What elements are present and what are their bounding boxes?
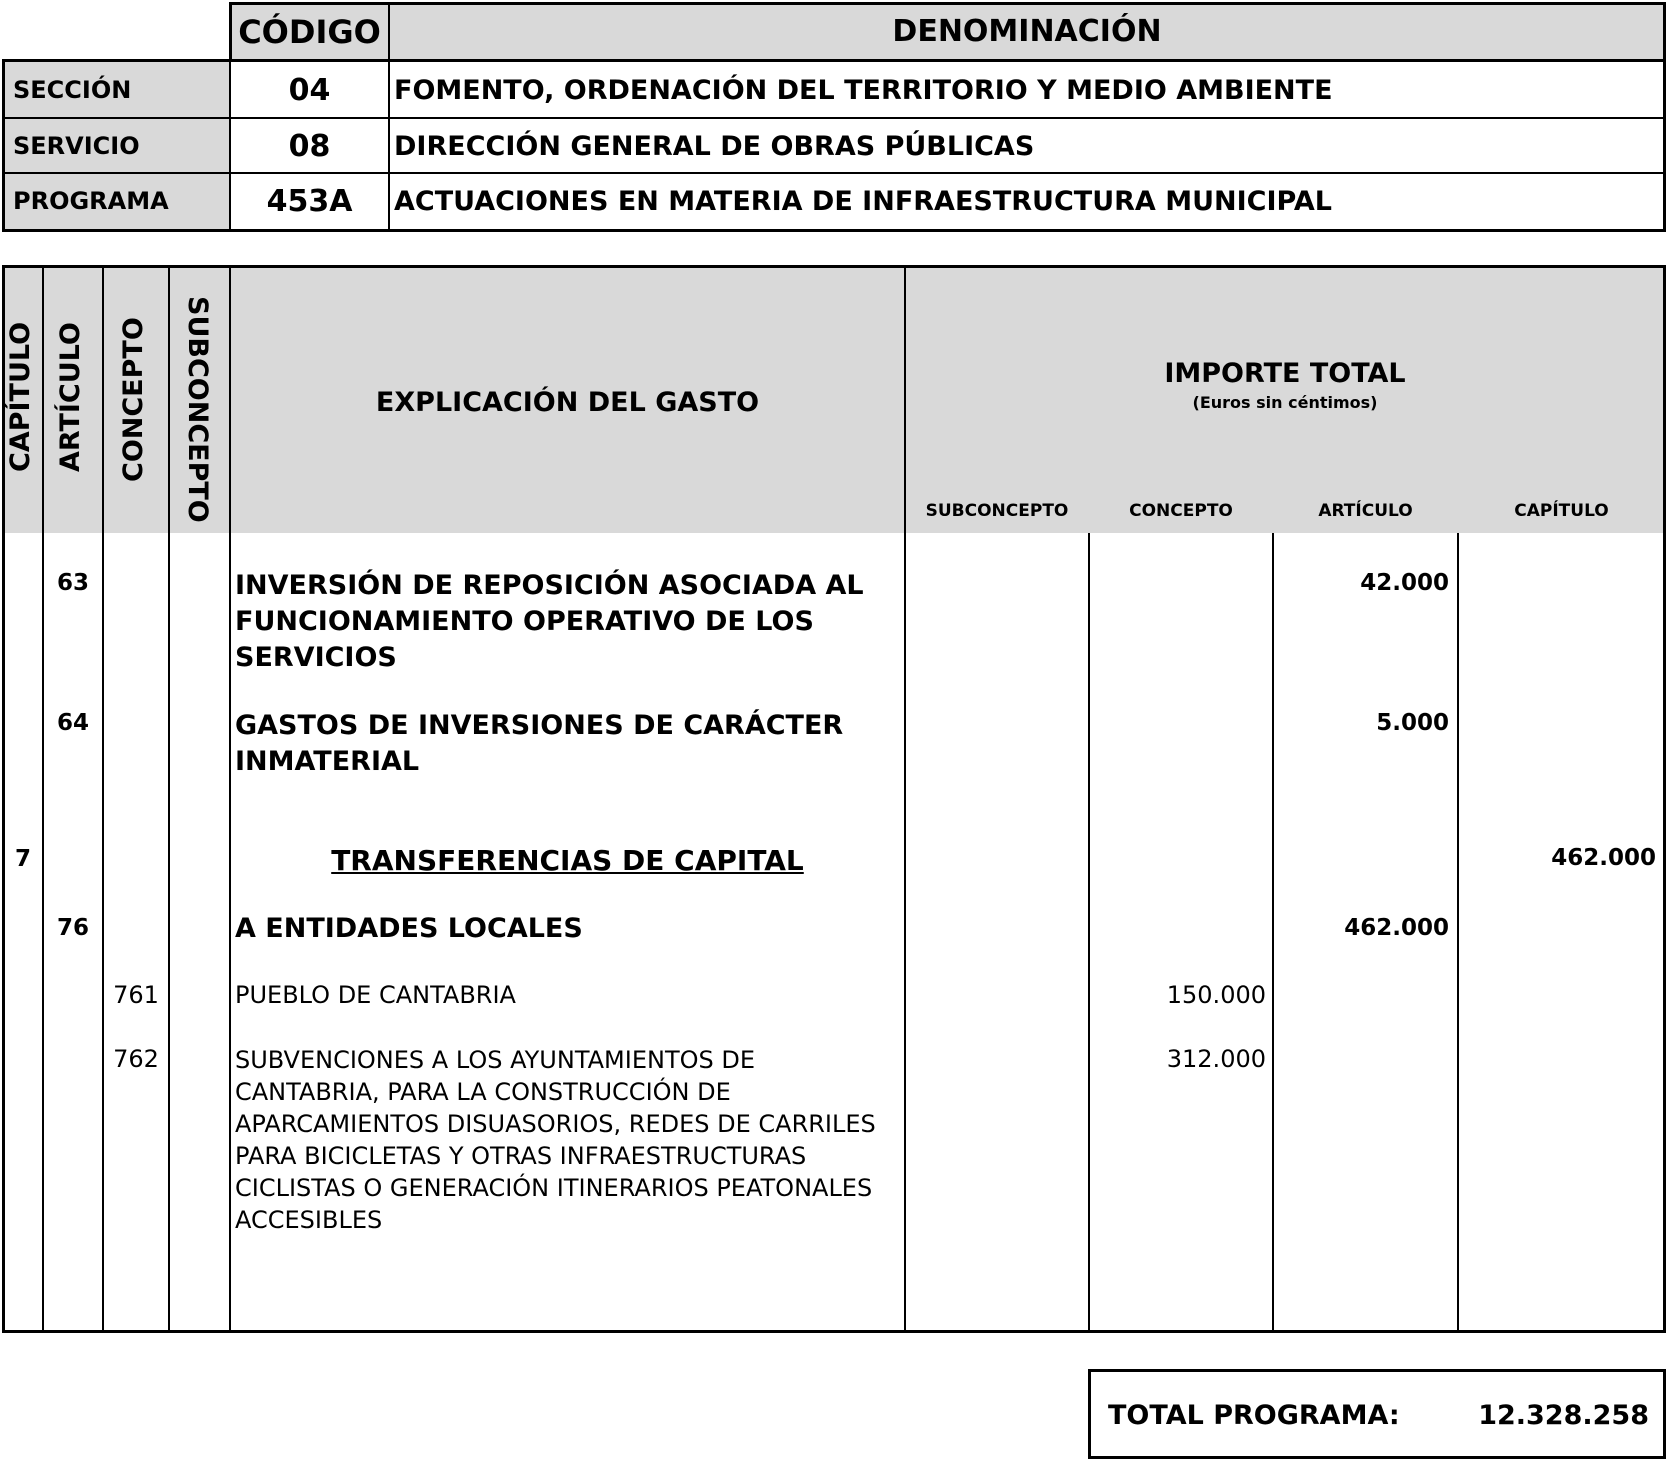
- row-articulo-code: 76: [56, 915, 89, 941]
- row-concepto-code: 761: [113, 981, 159, 1009]
- row-importe-articulo: 462.000: [1344, 915, 1449, 941]
- row-description: PUEBLO DE CANTABRIA: [235, 981, 516, 1009]
- servicio-label: SERVICIO: [13, 132, 140, 160]
- total-box: [1088, 1369, 1666, 1459]
- importe-subtitle: (Euros sin céntimos): [1192, 393, 1378, 412]
- servicio-code: 08: [288, 129, 331, 164]
- importe-title: IMPORTE TOTAL: [1164, 358, 1406, 389]
- programa-name: ACTUACIONES EN MATERIA DE INFRAESTRUCTURA MUNICIPAL: [394, 186, 1332, 217]
- divider-importe-articulo: [1457, 533, 1459, 1333]
- subheader-capitulo: CAPÍTULO: [1514, 501, 1609, 521]
- divider-importe-subconcepto: [1088, 533, 1090, 1333]
- header-row-divider-2: [2, 172, 1666, 174]
- subheader-concepto: CONCEPTO: [1129, 501, 1233, 521]
- row-importe-concepto: 312.000: [1166, 1045, 1266, 1073]
- row-description: TRANSFERENCIAS DE CAPITAL: [331, 844, 804, 877]
- seccion-code: 04: [288, 73, 331, 108]
- row-concepto-code: 762: [113, 1045, 159, 1073]
- servicio-name: DIRECCIÓN GENERAL DE OBRAS PÚBLICAS: [394, 131, 1035, 162]
- header-concepto: CONCEPTO: [118, 317, 149, 482]
- divider-articulo: [102, 265, 104, 1333]
- denominacion-heading: DENOMINACIÓN: [892, 14, 1162, 49]
- row-importe-concepto: 150.000: [1166, 981, 1266, 1009]
- row-capitulo-code: 7: [14, 846, 31, 872]
- row-importe-articulo: 5.000: [1376, 710, 1449, 736]
- programa-label: PROGRAMA: [13, 187, 169, 215]
- row-articulo-code: 63: [56, 570, 89, 596]
- divider-capitulo: [42, 265, 44, 1333]
- header-row-divider-1: [2, 117, 1666, 119]
- seccion-name: FOMENTO, ORDENACIÓN DEL TERRITORIO Y MEDIO AMBIENTE: [394, 75, 1333, 106]
- row-description: GASTOS DE INVERSIONES DE CARÁCTER INMATERIAL: [235, 710, 844, 777]
- subheader-articulo: ARTÍCULO: [1318, 501, 1413, 521]
- divider-subconcepto: [229, 265, 231, 1333]
- total-value: 12.328.258: [1478, 1400, 1649, 1431]
- header-capitulo: CAPÍTULO: [5, 321, 36, 472]
- seccion-label: SECCIÓN: [13, 76, 132, 104]
- divider-concepto: [168, 265, 170, 1333]
- programa-code: 453A: [266, 184, 353, 219]
- row-description: SUBVENCIONES A LOS AYUNTAMIENTOS DE CANTABRIA, PARA LA CONSTRUCCIÓN DE APARCAMIENTOS DISUASORIOS, REDES DE CARRILES PARA BICICLETAS Y OTRAS INFRAESTRUCTURAS CICLISTAS O GENERACIÓN ITINERARIOS PEATONALES ACCESIBLES: [235, 1046, 876, 1234]
- row-articulo-code: 64: [56, 710, 89, 736]
- row-description: A ENTIDADES LOCALES: [235, 913, 583, 944]
- row-importe-capitulo: 462.000: [1551, 845, 1656, 871]
- row-importe-articulo: 42.000: [1360, 570, 1449, 596]
- codigo-heading: CÓDIGO: [238, 13, 381, 51]
- total-label: TOTAL PROGRAMA:: [1108, 1400, 1400, 1431]
- subheader-subconcepto: SUBCONCEPTO: [925, 501, 1069, 521]
- header-subconcepto: SUBCONCEPTO: [182, 296, 213, 523]
- header-articulo: ARTÍCULO: [55, 322, 86, 472]
- row-description: INVERSIÓN DE REPOSICIÓN ASOCIADA AL FUNCIONAMIENTO OPERATIVO DE LOS SERVICIOS: [235, 570, 864, 673]
- divider-explicacion: [904, 265, 906, 1333]
- header-explicacion: EXPLICACIÓN DEL GASTO: [375, 387, 760, 418]
